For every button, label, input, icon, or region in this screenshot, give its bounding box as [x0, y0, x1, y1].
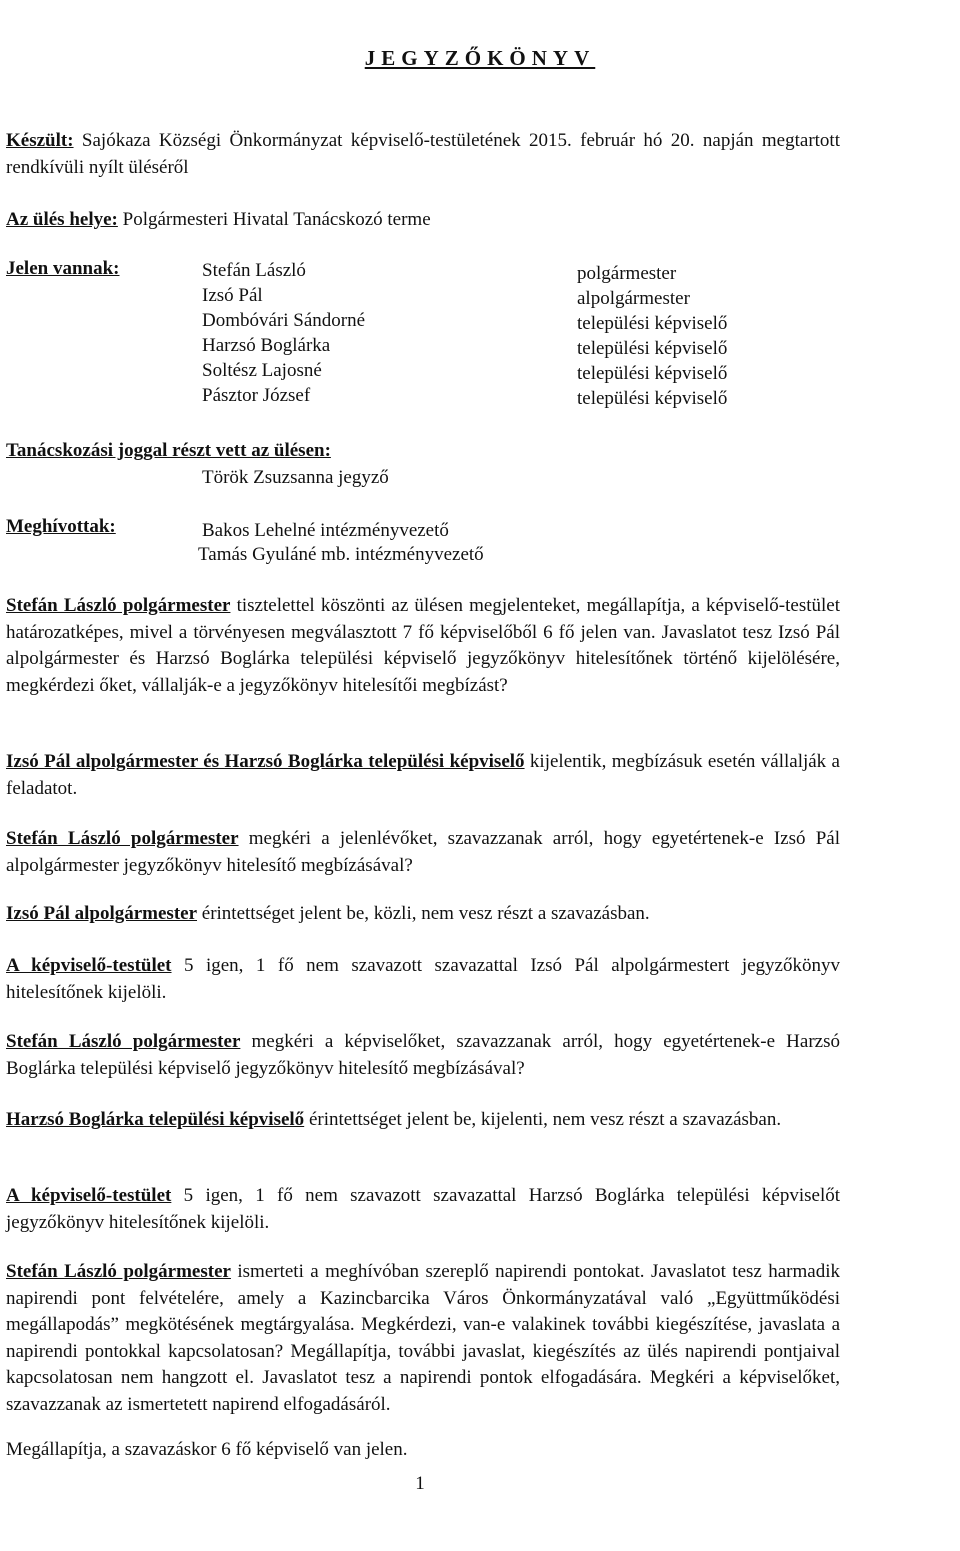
closing-paragraph: Megállapítja, a szavazáskor 6 fő képviselő van jelen.: [6, 1439, 408, 1460]
paragraph-text: ismerteti a meghívóban szereplő napirendi pontokat. Javaslatot tesz harmadik napirendi pont felvételére, amely a Kazincbarcika Város Önkormányzatával való „Együttműködési megállapodás” megkötésének megtárgyalása. Megkérdezi, van-e valakinek további kiegészítése, javaslata a napirendi pontokkal kapcsolatosan? Megállapítja, további javaslat, kiegészítés az ülés napirendi pontjaival kapcsolatosan nem hangzott el. Javaslatot tesz a napirendi pontok elfogadására. Megkéri a képviselőket, szavazzanak az ismertetett napirend elfogadásáról.: [6, 1261, 841, 1415]
helye-text: Polgármesteri Hivatal Tanácskozó terme: [122, 209, 431, 230]
jelen-label: Jelen vannak:: [6, 258, 120, 279]
meghivott-person: Tamás Gyuláné mb. intézményvezető: [198, 544, 484, 565]
paragraph-text: megkéri a jelenlévőket, szavazzanak arról, hogy egyetértenek-e Izsó Pál alpolgármester jegyzőkönyv hitelesítő megbízásával?: [6, 828, 840, 876]
tanacskozasi-label: Tanácskozási joggal részt vett az ülésen:: [6, 440, 331, 461]
body-paragraph: [6, 1107, 840, 1134]
speaker: Izsó Pál alpolgármester: [6, 903, 198, 924]
speaker: Izsó Pál alpolgármester és Harzsó Boglárka települési képviselő: [6, 751, 525, 772]
speaker: Harzsó Boglárka települési képviselő: [6, 1109, 305, 1130]
paragraph-text: megkéri a képviselőket, szavazzanak arról, hogy egyetértenek-e Harzsó Boglárka települési képviselő jegyzőkönyv hitelesítő megbízásával?: [6, 1031, 840, 1079]
member-role: alpolgármester: [577, 288, 690, 309]
body-paragraph: [6, 1183, 840, 1236]
member-role: települési képviselő: [577, 363, 728, 384]
body-paragraph: [6, 1259, 840, 1418]
meghivottak-label: Meghívottak:: [6, 516, 116, 537]
speaker: Stefán László polgármester: [6, 1261, 231, 1282]
tanacskozasi-person: Török Zsuzsanna jegyző: [202, 467, 389, 488]
speaker: Stefán László polgármester: [6, 595, 231, 616]
member-name: Stefán László: [202, 260, 306, 281]
body-paragraph: [6, 593, 840, 699]
body-paragraph: [6, 953, 840, 1006]
speaker: A képviselő-testület: [6, 955, 172, 976]
body-paragraph: [6, 1029, 840, 1082]
paragraph-text: 5 igen, 1 fő nem szavazott szavazattal Harzsó Boglárka települési képviselőt jegyzőkönyv hitelesítőnek kijelöli.: [6, 1185, 841, 1233]
keszult-paragraph: [6, 128, 840, 181]
member-name: Dombóvári Sándorné: [202, 310, 366, 331]
member-name: Izsó Pál: [202, 285, 263, 306]
member-name: Harzsó Boglárka: [202, 335, 331, 356]
keszult-text: Sajókaza Községi Önkormányzat képviselő-testületének 2015. február hó 20. napján megtartott rendkívüli nyílt üléséről: [6, 130, 840, 178]
speaker: A képviselő-testület: [6, 1185, 172, 1206]
body-paragraph: [6, 901, 840, 928]
member-role: polgármester: [577, 263, 677, 284]
paragraph-text: érintettséget jelent be, közli, nem vesz részt a szavazásban.: [201, 903, 650, 924]
member-role: települési képviselő: [577, 338, 728, 359]
paragraph-text: érintettséget jelent be, kijelenti, nem vesz részt a szavazásban.: [308, 1109, 782, 1130]
body-paragraph: [6, 749, 840, 802]
document-title: JEGYZŐKÖNYV: [364, 46, 596, 70]
member-role: települési képviselő: [577, 388, 728, 409]
paragraph-text: tisztelettel köszönti az ülésen megjelenteket, megállapítja, a képviselő-testület határozatképes, mivel a törvényesen megválasztott 7 fő képviselőből 6 fő jelen van. Javaslatot tesz Izsó Pál alpolgármester és Harzsó Boglárka települési képviselő jegyzőkönyv hitelesítőnek történő kijelölésére, megkérdezi őket, vállalják-e a jegyzőkönyv hitelesítői megbízást?: [6, 595, 840, 696]
speaker: Stefán László polgármester: [6, 828, 239, 849]
page-number: 1: [415, 1473, 425, 1494]
member-name: Pásztor József: [202, 385, 311, 406]
paragraph-text: kijelentik, megbízásuk esetén vállalják a feladatot.: [6, 751, 840, 799]
paragraph-text: 5 igen, 1 fő nem szavazott szavazattal Izsó Pál alpolgármestert jegyzőkönyv hitelesítőnek kijelöli.: [6, 955, 840, 1003]
member-role: települési képviselő: [577, 313, 728, 334]
members-roles: [577, 261, 727, 411]
member-name: Soltész Lajosné: [202, 360, 322, 381]
members-names: [202, 258, 365, 408]
keszult-label: Készült:: [6, 130, 74, 151]
speaker: Stefán László polgármester: [6, 1031, 241, 1052]
helye-label: Az ülés helye:: [6, 209, 118, 230]
helye-paragraph: [6, 207, 840, 234]
meghivott-person: Bakos Lehelné intézményvezető: [202, 520, 449, 541]
body-paragraph: [6, 826, 840, 879]
